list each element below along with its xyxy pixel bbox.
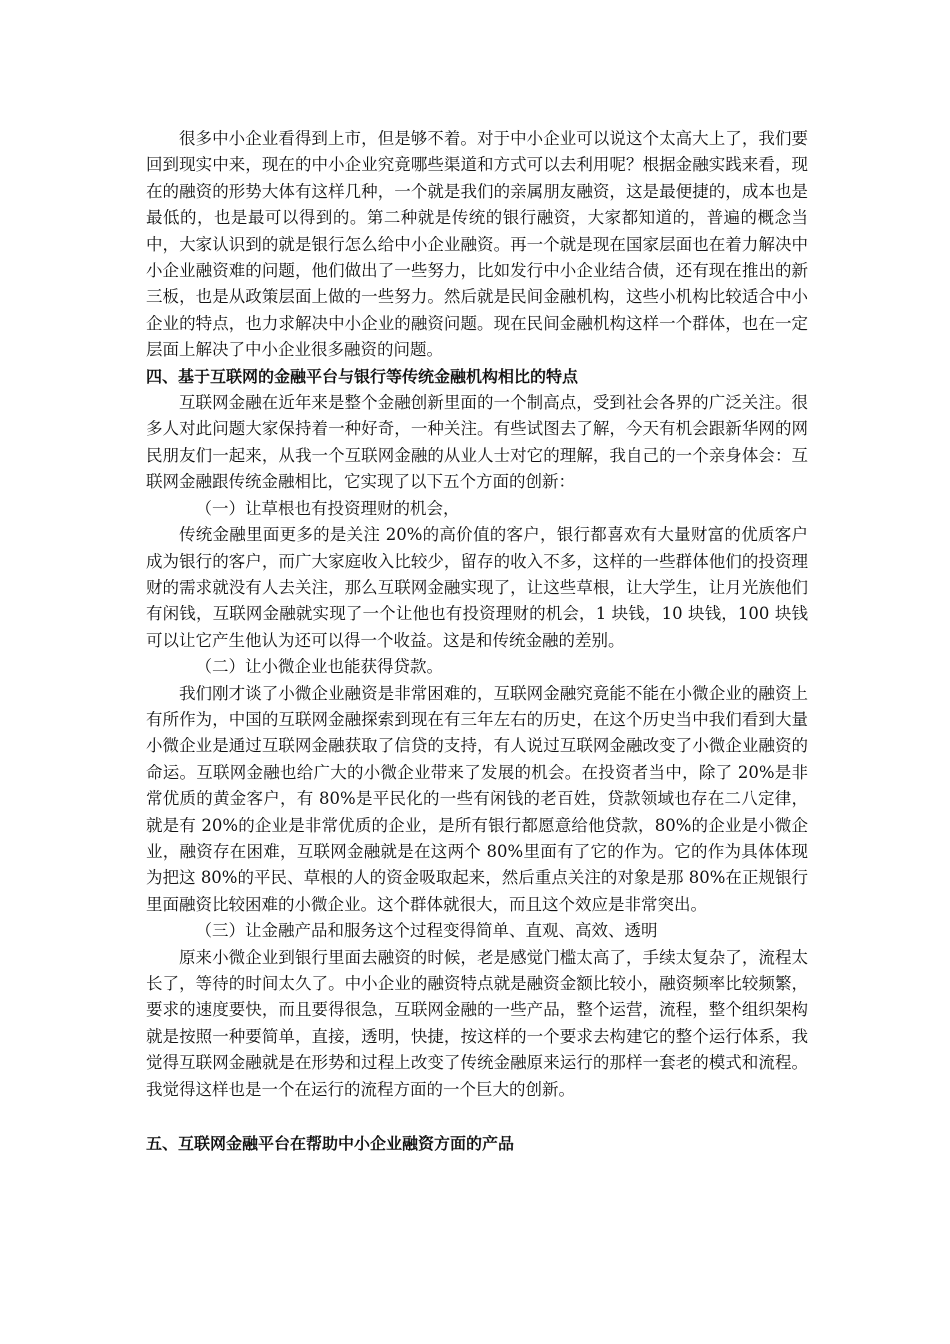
subheading-2: （二）让小微企业也能获得贷款。 xyxy=(195,657,443,677)
subheading-3: （三）让金融产品和服务这个过程变得简单、直观、高效、透明 xyxy=(195,921,658,941)
paragraph-section-4-intro: 互联网金融在近年来是整个金融创新里面的一个制高点，受到社会各界的广泛关注。很多人对此问题大家保持着一种好奇，一种关注。有些试图去了解，今天有机会跟新华网的网民朋友们一起来，从我一个互联网金融的从业人士对它的理解，我自己的一个亲身体会：互联网金融跟传统金融相比，它实现了以下五个方面的创新： xyxy=(146,393,808,492)
section-heading-4: 四、基于互联网的金融平台与银行等传统金融机构相比的特点 xyxy=(146,366,579,386)
section-heading-5: 五、互联网金融平台在帮助中小企业融资方面的产品 xyxy=(146,1134,515,1154)
paragraph-sub-2: 我们刚才谈了小微企业融资是非常困难的，互联网金融究竟能不能在小微企业的融资上有所作为，中国的互联网金融探索到现在有三年左右的历史，在这个历史当中我们看到大量小微企业是通过互联网金融获取了信贷的支持，有人说过互联网金融改变了小微企业融资的命运。互联网金融也给广大的小微企业带来了发展的机会。在投资者当中，除了 20%是非常优质的黄金客户，有 80%是平民化的一些有闲钱的老百姓，贷款领域也存在二八定律，就是有 20%的企业是非常优质的企业，是所有银行都愿意给他贷款，80%的企业是小微企业，融资存在困难，互联网金融就是在这两个 80%里面有了它的作为。它的作为具体体现为把这 80%的平民、草根的人的资金吸取起来，然后重点关注的对象是那 80%在正规银行里面融资比较困难的小微企业。这个群体就很大，而且这个效应是非常突出。 xyxy=(146,683,808,914)
section-spacer xyxy=(146,1103,808,1131)
paragraph-sub-3: 原来小微企业到银行里面去融资的时候，老是感觉门槛太高了，手续太复杂了，流程太长了，等待的时间太久了。中小企业的融资特点就是融资金额比较小，融资频率比较频繁，要求的速度要快，而且要得很急，互联网金融的一些产品，整个运营，流程，整个组织架构就是按照一种要简单，直接，透明，快捷，按这样的一个要求去构建它的整个运行体系，我觉得互联网金融就是在形势和过程上改变了传统金融原来运行的那样一套老的模式和流程。我觉得这样也是一个在运行的流程方面的一个巨大的创新。 xyxy=(146,947,808,1099)
subheading-1: （一）让草根也有投资理财的机会， xyxy=(195,498,460,518)
document-body xyxy=(146,126,808,1157)
paragraph-intro: 很多中小企业看得到上市，但是够不着。对于中小企业可以说这个太高大上了，我们要回到现实中来，现在的中小企业究竟哪些渠道和方式可以去利用呢？根据金融实践来看，现在的融资的形势大体有这样几种，一个就是我们的亲属朋友融资，这是最便捷的，成本也是最低的，也是最可以得到的。第二种就是传统的银行融资，大家都知道的，普遍的概念当中，大家认识到的就是银行怎么给中小企业融资。再一个就是现在国家层面也在着力解决中小企业融资难的问题，他们做出了一些努力，比如发行中小企业结合债，还有现在推出的新三板，也是从政策层面上做的一些努力。然后就是民间金融机构，这些小机构比较适合中小企业的特点，也力求解决中小企业的融资问题。现在民间金融机构这样一个群体，也在一定层面上解决了中小企业很多融资的问题。 xyxy=(146,129,808,360)
paragraph-sub-1: 传统金融里面更多的是关注 20%的高价值的客户，银行都喜欢有大量财富的优质客户成为银行的客户，而广大家庭收入比较少，留存的收入不多，这样的一些群体他们的投资理财的需求就没有人去关注，那么互联网金融实现了，让这些草根，让大学生，让月光族他们有闲钱，互联网金融就实现了一个让他也有投资理财的机会，1 块钱，10 块钱，100 块钱可以让它产生他认为还可以得一个收益。这是和传统金融的差别。 xyxy=(146,525,808,650)
